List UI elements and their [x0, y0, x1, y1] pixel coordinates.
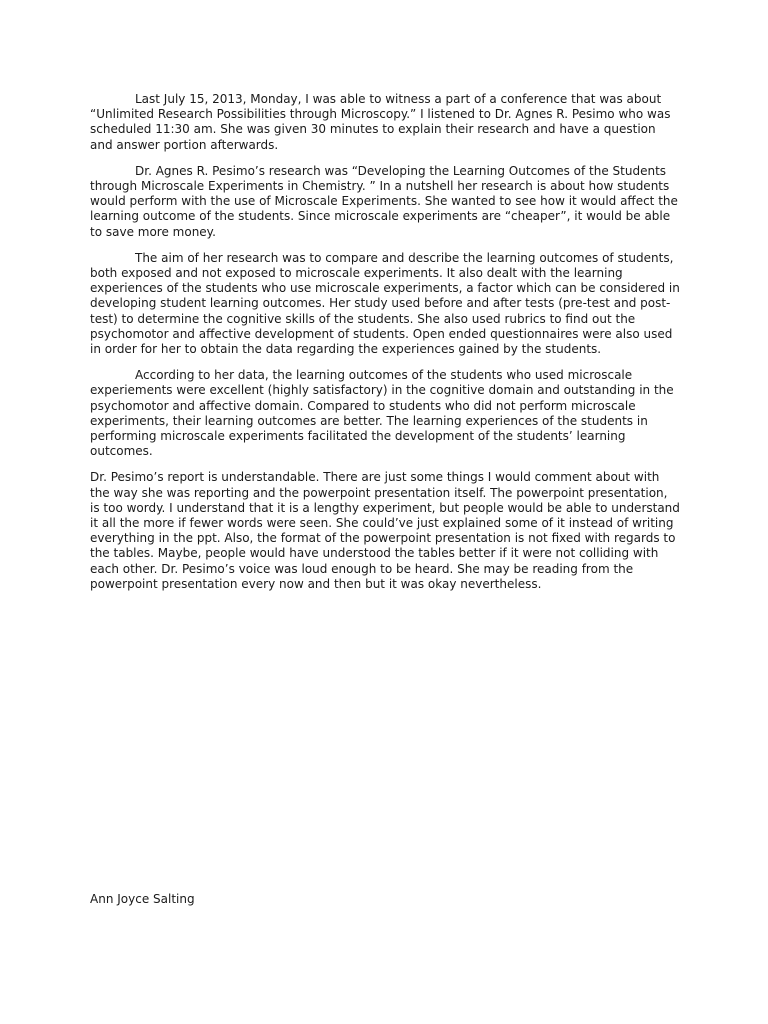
paragraph-research-aim: The aim of her research was to compare and describe the learning outcomes of students, both exposed and not exposed to microscale experiments. It also dealt with the learning experiences of the students who use microscale experiments, a factor which can be considered in developing student learning outcomes. Her study used before and after tests (pre-test and post-test) to determine the cognitive skills of the students. She also used rubrics to find out the psychomotor and affective development of students. Open ended questionnaires were also used in order for her to obtain the data regarding the experiences gained by the students.: [90, 250, 680, 357]
paragraph-conference-intro: Last July 15, 2013, Monday, I was able to witness a part of a conference that was about “Unlimited Research Possibilities through Microscopy.” I listened to Dr. Agnes R. Pesimo who was scheduled 11:30 am. She was given 30 minutes to explain their research and have a question and answer portion afterwards.: [90, 92, 671, 152]
author-signature: Ann Joyce Salting: [90, 892, 195, 906]
paragraph-critique: Dr. Pesimo’s report is understandable. There are just some things I would comment about with the way she was reporting and the powerpoint presentation itself. The powerpoint presentation, is too wordy. I understand that it is a lengthy experiment, but people would be able to understand it all the more if fewer words were seen. She could’ve just explained some of it instead of writing everything in the ppt. Also, the format of the powerpoint presentation is not fixed with regards to the tables. Maybe, people would have understood the tables better if it were not colliding with each other. Dr. Pesimo’s voice was loud enough to be heard. She may be reading from the powerpoint presentation every now and then but it was okay nevertheless.: [90, 470, 680, 591]
paragraph-research-results: According to her data, the learning outcomes of the students who used microscale experiements were excellent (highly satisfactory) in the cognitive domain and outstanding in the psychomotor and affective domain. Compared to students who did not perform microscale experiments, their learning outcomes are better. The learning experiences of the students in performing microscale experiments facilitated the development of the students’ learning outcomes.: [90, 368, 674, 459]
paragraph-research-summary: Dr. Agnes R. Pesimo’s research was “Developing the Learning Outcomes of the Students through Microscale Experiments in Chemistry. ” In a nutshell her research is about how students would perform with the use of Microscale Experiments. She wanted to see how it would affect the learning outcome of the students. Since microscale experiments are “cheaper”, it would be able to save more money.: [90, 163, 678, 239]
document-body: [90, 92, 680, 603]
